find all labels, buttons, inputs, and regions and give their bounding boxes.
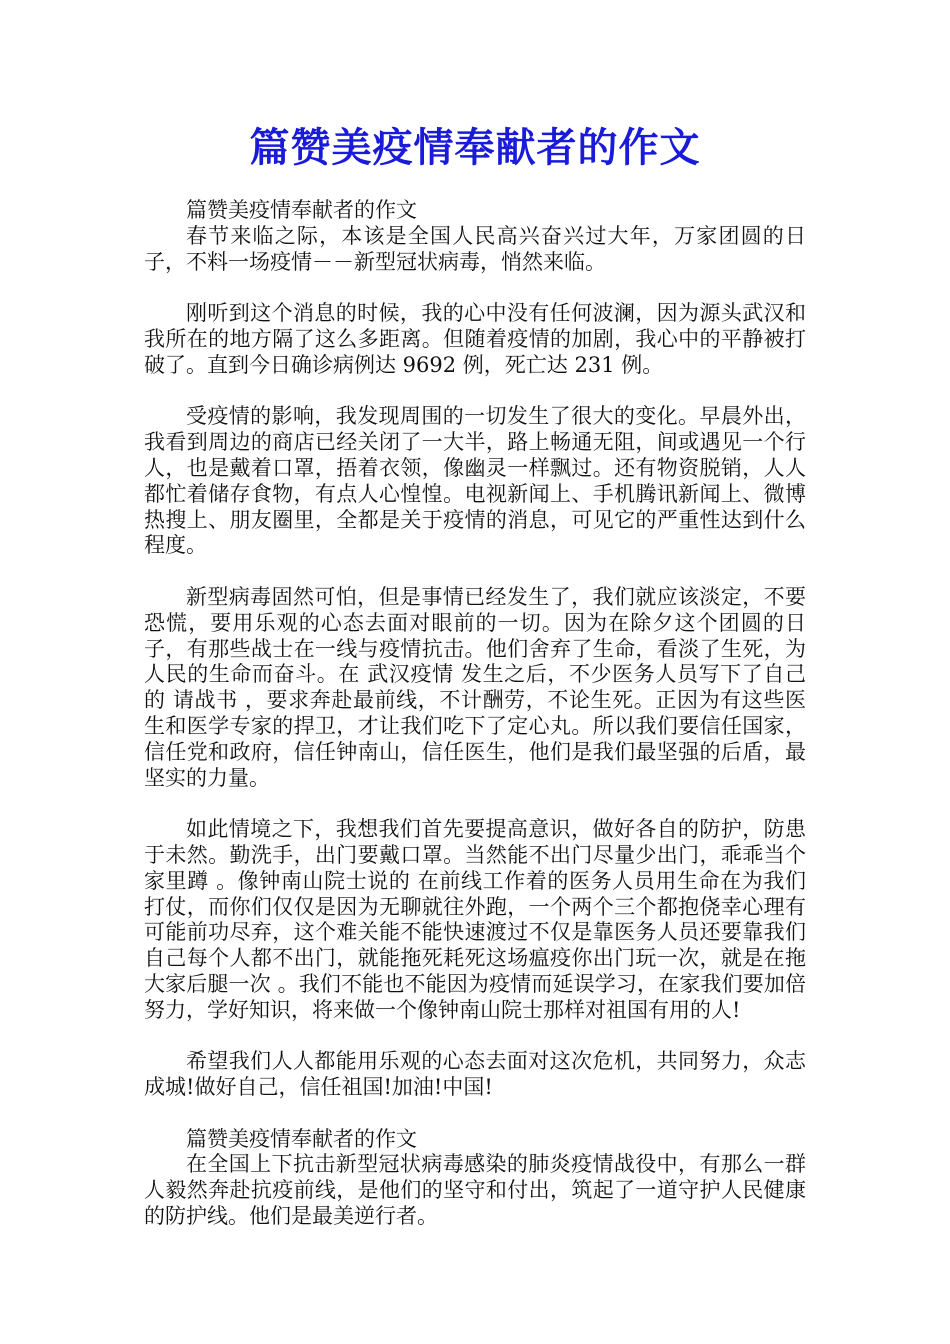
paragraph-gap — [144, 1101, 806, 1127]
paragraph-gap — [144, 275, 806, 301]
paragraph-frontline: 新型病毒固然可怕，但是事情已经发生了，我们就应该淡定，不要恐慌，要用乐观的心态去面对眼前的一切。因为在除夕这个团圆的日子，有那些战士在一线与疫情抗击。他们舍弃了生命，看淡了生死，为人民的生命而奋斗。在 武汉疫情 发生之后，不少医务人员写下了自己的 请战书 ，要求奔赴最前线，不计酬劳，不论生死。正因为有这些医生和医学专家的捍卫，才让我们吃下了定心丸。所以我们要信任国家，信任党和政府，信任钟南山，信任医生，他们是我们最坚强的后盾，最坚实的力量。 — [144, 584, 806, 790]
paragraph-gap — [144, 791, 806, 817]
paragraph-hope: 希望我们人人都能用乐观的心态去面对这次危机，共同努力，众志成城!做好自己，信任祖国!加油!中国! — [144, 1049, 806, 1100]
paragraph-gap — [144, 1024, 806, 1050]
paragraph-intro: 春节来临之际，本该是全国人民高兴奋兴过大年，万家团圆的日子，不料一场疫情－－新型冠状病毒，悄然来临。 — [144, 223, 806, 274]
paragraph-gap — [144, 559, 806, 585]
paragraph-changes: 受疫情的影响，我发现周围的一切发生了很大的变化。早晨外出，我看到周边的商店已经关闭了一大半，路上畅通无阻，间或遇见一个行人，也是戴着口罩，捂着衣领，像幽灵一样飘过。还有物资脱销，人人都忙着储存食物，有点人心惶惶。电视新闻上、手机腾讯新闻上、微博热搜上、朋友圈里，全都是关于疫情的消息，可见它的严重性达到什么程度。 — [144, 404, 806, 558]
document-body — [144, 198, 806, 1230]
paragraph-protection: 如此情境之下，我想我们首先要提高意识，做好各自的防护，防患于未然。勤洗手，出门要戴口罩。当然能不出门尽量少出门，乖乖当个 家里蹲 。像钟南山院士说的 在前线工作着的医务人员用生命在为我们打仗，而你们仅仅是因为无聊就往外跑，一个两个三个都抱侥幸心理有可能前功尽弃，这个难关能不能快速渡过不仅是靠医务人员还要靠我们自己每个人都不出门，就能拖死耗死这场瘟疫你出门玩一次，就是在拖大家后腿一次 。我们不能也不能因为疫情而延误学习，在家我们要加倍努力，学好知识，将来做一个像钟南山院士那样对祖国有用的人! — [144, 817, 806, 1022]
document-title: 篇赞美疫情奉献者的作文 — [249, 124, 701, 171]
paragraph-subtitle-2: 篇赞美疫情奉献者的作文 — [186, 1126, 417, 1151]
paragraph-news: 刚听到这个消息的时候，我的心中没有任何波澜，因为源头武汉和我所在的地方隔了这么多距离。但随着疫情的加剧，我心中的平静被打破了。直到今日确诊病例达 9692 例，死亡达 231 例。 — [144, 301, 806, 377]
paragraph-subtitle-1: 篇赞美疫情奉献者的作文 — [186, 198, 417, 222]
paragraph-gap — [144, 379, 806, 405]
paragraph-retrograde: 在全国上下抗击新型冠状病毒感染的肺炎疫情战役中，有那么一群人毅然奔赴抗疫前线，是他们的坚守和付出，筑起了一道守护人民健康的防护线。他们是最美逆行者。 — [144, 1152, 806, 1229]
